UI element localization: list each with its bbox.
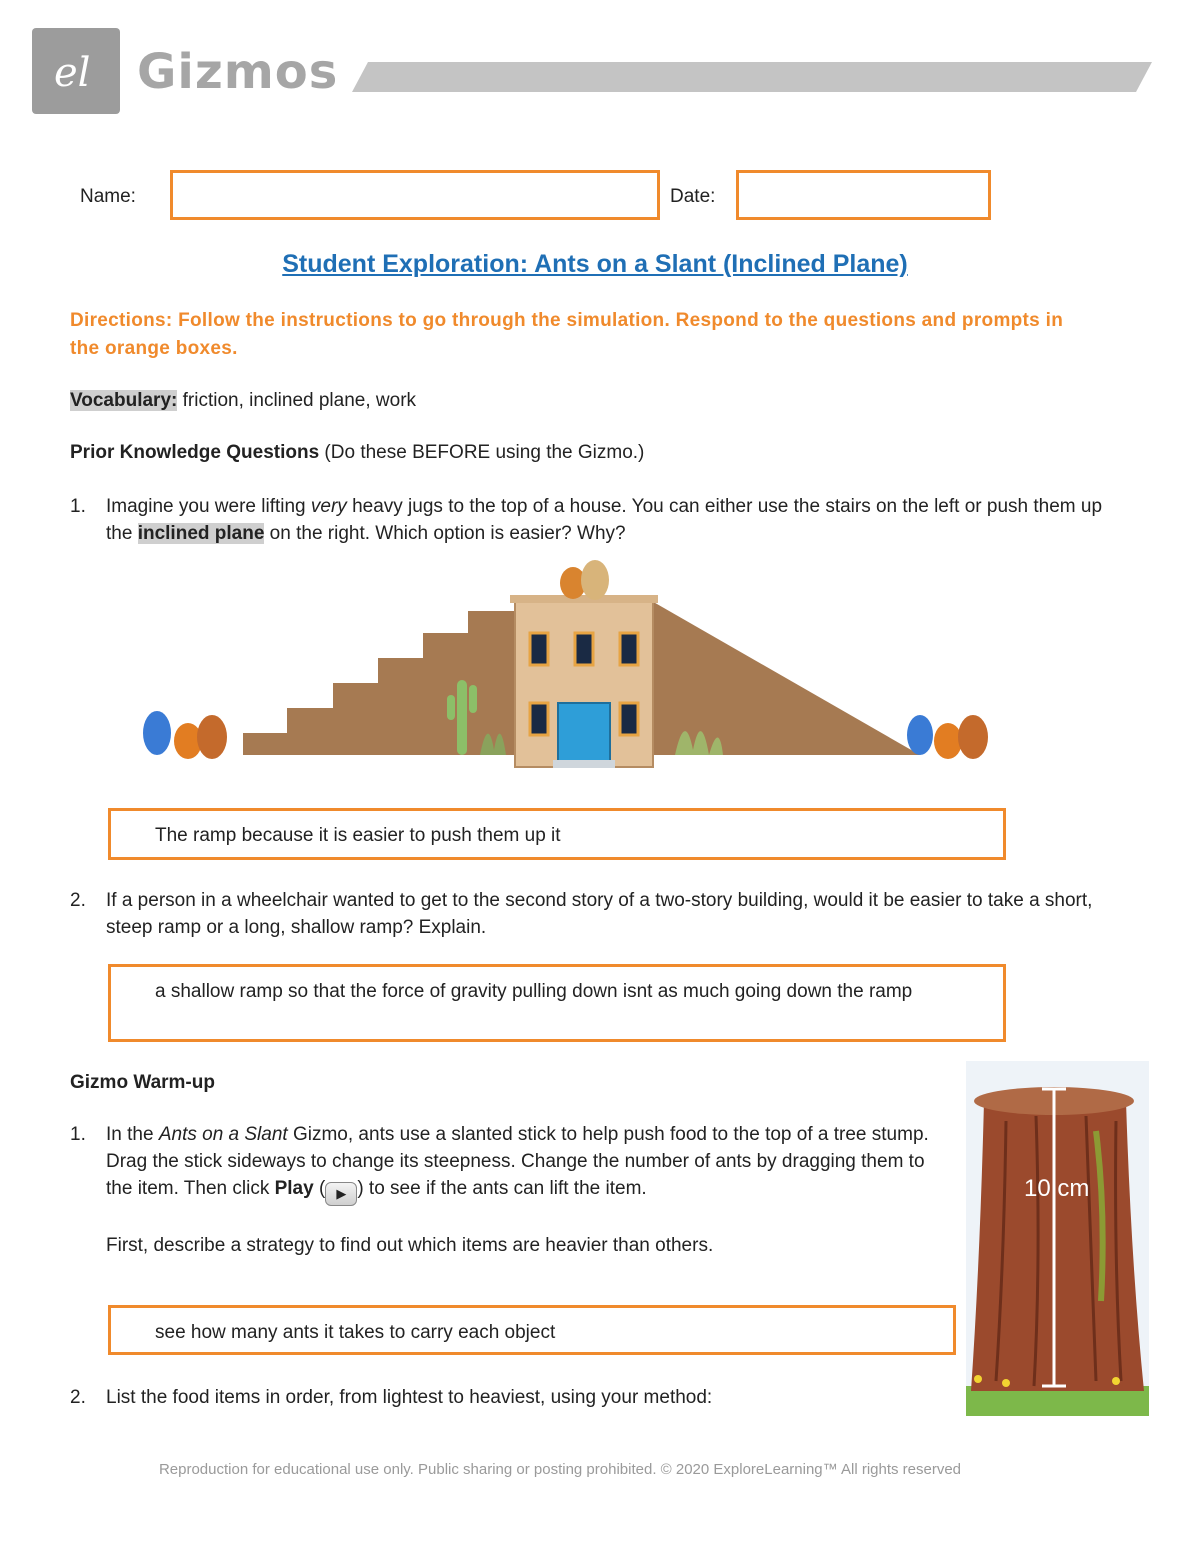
- answer-text: a shallow ramp so that the force of gravity pulling down isnt as much going down the ramp: [155, 981, 913, 1002]
- gizmo-name: Ants on a Slant: [158, 1124, 288, 1145]
- play-label: Play: [274, 1178, 314, 1199]
- jug: [934, 723, 962, 759]
- stump-height-label: 10 cm: [1024, 1175, 1090, 1202]
- jug: [907, 715, 933, 755]
- answer-text: see how many ants it takes to carry each object: [155, 1322, 556, 1343]
- vocabulary-label: Vocabulary:: [70, 390, 178, 411]
- question-text: In the: [106, 1124, 159, 1145]
- explorelearning-logo: [32, 28, 120, 114]
- tree-stump-image: [966, 1061, 1149, 1416]
- warmup-question-2: [70, 1384, 940, 1411]
- jug: [143, 711, 171, 755]
- question-text: If a person in a wheelchair wanted to get to the second story of a two-story building, would it be easier to take a short, steep ramp or a long, shallow ramp? Explain.: [106, 890, 1093, 938]
- date-field[interactable]: [736, 170, 991, 220]
- jug: [197, 715, 227, 759]
- directions-text: Directions: Follow the instructions to go through the simulation. Respond to the questions and prompts in the orange boxes.: [70, 310, 1064, 359]
- svg-text:el: el: [54, 50, 91, 96]
- footer-text: Reproduction for educational use only. Public sharing or posting prohibited. © 2020 ExploreLearning™ All rights reserved: [158, 1461, 962, 1478]
- stairs-shape: [243, 611, 520, 755]
- logo-mark-icon: [32, 28, 120, 114]
- question-text: heavy jugs to the top of a house. You can either use the stairs on the left or push them up the: [106, 496, 1103, 544]
- date-label: Date:: [670, 186, 716, 207]
- question-number: 1.: [70, 1124, 86, 1145]
- ramp-shape: [650, 600, 920, 755]
- answer-text: The ramp because it is easier to push them up it: [155, 825, 561, 846]
- question-1: [70, 493, 1110, 547]
- question-text: ) to see if the ants can lift the item.: [357, 1178, 647, 1199]
- question-number: 2.: [70, 1387, 86, 1408]
- name-field[interactable]: [170, 170, 660, 220]
- question-text: List the food items in order, from lightest to heaviest, using your method:: [106, 1387, 713, 1408]
- question-text: Gizmo, ants use a slanted stick to help push food to the top of a tree stump. Drag the stick sideways to change its steepness. Change the number of ants by dragging them to the item. Then click: [106, 1124, 929, 1199]
- answer-box-1[interactable]: [108, 808, 1006, 860]
- warmup-question-1: [70, 1121, 940, 1259]
- house-ramp-illustration: [130, 555, 1010, 785]
- question-number: 1.: [70, 496, 86, 517]
- name-label: Name:: [80, 186, 136, 207]
- play-icon: ▶: [325, 1182, 357, 1206]
- prior-knowledge-note: (Do these BEFORE using the Gizmo.): [319, 442, 645, 463]
- jug: [581, 560, 609, 600]
- vocabulary-terms: friction, inclined plane, work: [177, 390, 417, 411]
- answer-box-3[interactable]: [108, 1305, 956, 1355]
- warmup-heading: Gizmo Warm-up: [70, 1072, 215, 1093]
- gizmos-wordmark: Gizmos: [137, 44, 339, 100]
- question-2: [70, 887, 1110, 941]
- door: [558, 703, 610, 761]
- header-bar: [352, 62, 1152, 92]
- prior-knowledge-title: Prior Knowledge Questions: [70, 442, 320, 463]
- question-emphasis: very: [310, 496, 347, 517]
- prior-knowledge-heading: [70, 439, 644, 466]
- question-text: on the right. Which option is easier? Why?: [264, 523, 626, 544]
- question-text: Imagine you were lifting: [106, 496, 311, 517]
- answer-box-2[interactable]: [108, 964, 1006, 1042]
- inclined-plane-term: inclined plane: [137, 523, 265, 544]
- question-text: (: [313, 1178, 326, 1199]
- question-number: 2.: [70, 890, 86, 911]
- page-title: Student Exploration: Ants on a Slant (Inclined Plane): [282, 250, 908, 278]
- strategy-prompt: First, describe a strategy to find out which items are heavier than others.: [106, 1235, 714, 1256]
- jug: [958, 715, 988, 759]
- vocabulary-line: [70, 387, 416, 414]
